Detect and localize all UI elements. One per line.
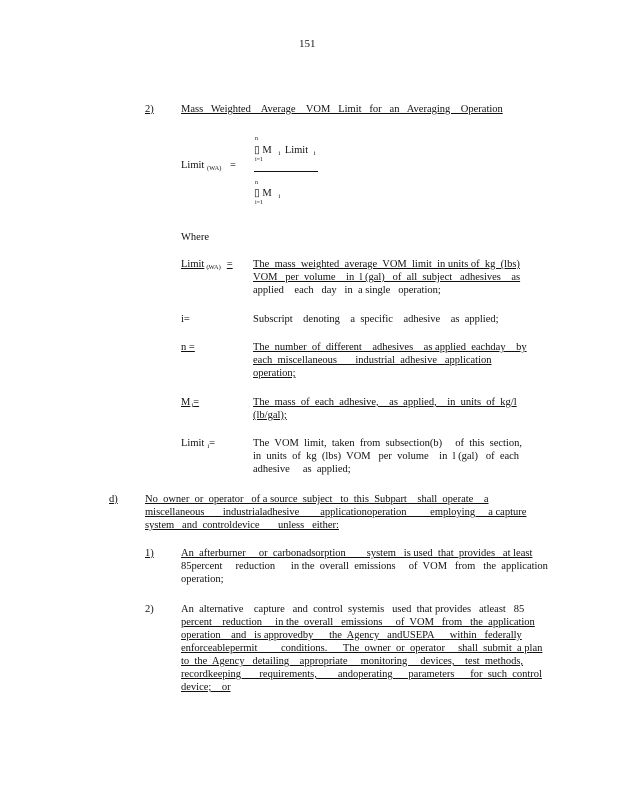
section-d-number: d) bbox=[109, 494, 118, 505]
item-1-line: An afterburner or carbonadsorption system is used that provides at least bbox=[181, 548, 533, 559]
denominator-m-sub: i bbox=[278, 193, 281, 200]
definition-term-limit-i: Limit $_i$= bbox=[181, 438, 216, 450]
formula-lhs-main: Limit bbox=[181, 160, 205, 171]
item-2-line: device; or bbox=[181, 682, 231, 693]
definition-line: adhesive as applied; bbox=[253, 464, 351, 475]
formula-lhs bbox=[181, 159, 236, 175]
fraction-bar bbox=[254, 171, 318, 172]
definition-line: The VOM limit, taken from subsection(b) of this section, bbox=[253, 438, 522, 449]
definition-line: Subscript denoting a specific adhesive as applied; bbox=[253, 314, 499, 325]
item-2-line: An alternative capture and control systemis used that provides atleast 85 bbox=[181, 604, 525, 615]
section-d-line: No owner or operator of a source subject to this Subpart shall operate a bbox=[145, 494, 489, 505]
item-2-line: operation and is approvedby the Agency andUSEPA within federally bbox=[181, 630, 522, 641]
definition-line: each miscellaneous industrial adhesive application bbox=[253, 355, 492, 366]
denominator-sum-bottom: i=1 bbox=[255, 200, 264, 206]
definition-term-n: n = bbox=[181, 342, 195, 353]
item-2-line: enforceablepermit conditions. The owner or operator shall submit a plan bbox=[181, 643, 543, 654]
definition-line: The mass of each adhesive, as applied, in units of kg/l bbox=[253, 397, 517, 408]
item-2-line: percent reduction in the overall emissions of VOM from the application bbox=[181, 617, 535, 628]
definition-term-mi: $M_i=$ bbox=[181, 397, 200, 409]
formula-lhs-sub: (WA) bbox=[206, 165, 222, 172]
definition-line: VOM per volume in l (gal) of all subject adhesives as bbox=[253, 272, 521, 283]
item-1-line: operation; bbox=[181, 574, 224, 585]
definition-line: operation; bbox=[253, 368, 296, 379]
definition-line: in units of kg (lbs) VOM per volume in l (gal) of each bbox=[253, 451, 520, 462]
numerator-sum-bottom: i=1 bbox=[255, 157, 264, 163]
denominator-sum-symbol: ▯ M bbox=[254, 188, 272, 199]
section-2-number: 2) bbox=[145, 104, 154, 115]
numerator-limit-sub: i bbox=[313, 150, 316, 157]
definition-line: applied each day in a single operation; bbox=[253, 285, 441, 296]
item-2-line: to the Agency detailing appropriate monitoring devices, test methods, bbox=[181, 656, 524, 667]
numerator-expression bbox=[254, 144, 316, 160]
numerator-sum-symbol: ▯ M bbox=[254, 145, 272, 156]
section-d-line: system and controldevice unless either: bbox=[145, 520, 339, 531]
section-2-heading: Mass Weighted Average VOM Limit for an Averaging Operation bbox=[181, 104, 503, 115]
item-2-number: 2) bbox=[145, 604, 154, 615]
item-2-line: recordkeeping requirements, andoperating parameters for such control bbox=[181, 669, 542, 680]
where-label: Where bbox=[181, 232, 209, 243]
item-1-line: 85percent reduction in the overall emissions of VOM from the application bbox=[181, 561, 548, 572]
definition-line: The mass weighted average VOM limit in units of kg (lbs) bbox=[253, 259, 520, 270]
numerator-sum-top: n bbox=[255, 136, 258, 142]
definition-line: The number of different adhesives as applied eachday by bbox=[253, 342, 527, 353]
section-d-line: miscellaneous industrialadhesive applicationoperation employing a capture bbox=[145, 507, 527, 518]
numerator-limit: Limit bbox=[284, 145, 309, 156]
formula-equals: = bbox=[230, 160, 236, 171]
page-number: 151 bbox=[299, 38, 316, 50]
definition-line: (lb/gal); bbox=[253, 410, 287, 421]
numerator-m-sub: i bbox=[278, 150, 281, 157]
definition-term-i: i= bbox=[181, 314, 190, 325]
denominator-sum-top: n bbox=[255, 180, 258, 186]
definition-term-limit-wa: Limit $_{(WA)}$ = bbox=[181, 259, 233, 271]
item-1-number: 1) bbox=[145, 548, 154, 559]
